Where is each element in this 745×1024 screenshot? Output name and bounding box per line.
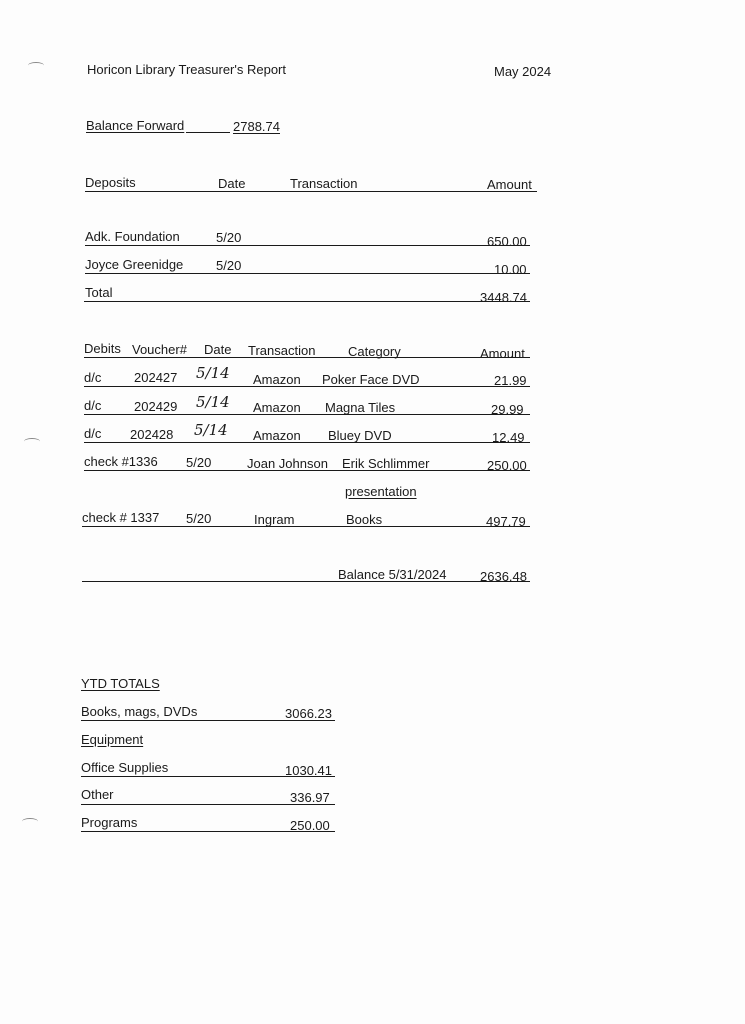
deposit-name: Adk. Foundation	[85, 229, 180, 244]
deposit-date: 5/20	[216, 230, 242, 245]
debit-type: d/c	[84, 370, 102, 385]
deposit-amount: 650.00	[487, 234, 527, 249]
debit-amount: 29.99	[491, 402, 524, 417]
debit-date-handwritten: 5/14	[196, 364, 230, 382]
deposit-amount: 10.00	[494, 262, 527, 277]
row-rule	[85, 245, 530, 246]
deposits-header: Deposits	[85, 175, 136, 190]
debit-category: Erik Schlimmer	[342, 456, 430, 471]
ending-balance-label: Balance 5/31/2024	[338, 567, 447, 582]
debit-transaction: Amazon	[253, 372, 301, 387]
ytd-value: 3066.23	[285, 706, 332, 721]
underline	[186, 132, 230, 133]
row-rule	[84, 386, 530, 387]
hole-punch-mark	[24, 438, 40, 445]
ytd-title: YTD TOTALS	[81, 676, 160, 691]
deposits-amount-header: Amount	[487, 177, 532, 192]
row-rule	[84, 442, 530, 443]
debit-date: 5/20	[186, 511, 212, 526]
report-date: May 2024	[494, 64, 552, 79]
debit-category-continued: presentation	[345, 484, 417, 499]
deposit-name: Joyce Greenidge	[85, 257, 184, 272]
debit-type: check #1336	[84, 454, 158, 469]
debit-type: check # 1337	[82, 510, 160, 525]
debit-category: Bluey DVD	[328, 428, 392, 443]
debits-transaction-header: Transaction	[248, 343, 316, 358]
ytd-label: Office Supplies	[81, 760, 169, 775]
row-rule	[82, 526, 530, 527]
debit-voucher: 202427	[134, 370, 178, 385]
debit-category: Magna Tiles	[325, 400, 396, 415]
hole-punch-mark	[28, 62, 44, 69]
ending-balance-value: 2636.48	[480, 569, 527, 584]
debits-header: Debits	[84, 341, 121, 356]
debits-voucher-header: Voucher#	[132, 342, 187, 357]
debit-voucher: 202429	[134, 399, 178, 414]
balance-forward-value: 2788.74	[233, 119, 280, 134]
debit-category: Poker Face DVD	[322, 372, 420, 387]
debit-transaction: Joan Johnson	[247, 456, 328, 471]
ytd-label: Other	[81, 787, 114, 802]
deposits-header-rule	[85, 191, 537, 192]
debits-category-header: Category	[348, 344, 401, 359]
debit-category: Books	[346, 512, 383, 527]
deposits-total-value: 3448.74	[480, 290, 527, 305]
debit-type: d/c	[84, 398, 102, 413]
row-rule	[85, 273, 530, 274]
ytd-value: 250.00	[290, 818, 330, 833]
deposit-date: 5/20	[216, 258, 242, 273]
deposits-transaction-header: Transaction	[290, 176, 358, 191]
debit-date-handwritten: 5/14	[196, 393, 230, 411]
debit-transaction: Ingram	[254, 512, 295, 527]
debits-date-header: Date	[204, 342, 232, 357]
debit-transaction: Amazon	[253, 428, 301, 443]
report-title: Horicon Library Treasurer's Report	[87, 62, 286, 77]
balance-forward-label: Balance Forward	[86, 118, 185, 133]
ytd-label: Equipment	[81, 732, 144, 747]
hole-punch-mark	[22, 818, 38, 825]
debit-type: d/c	[84, 426, 102, 441]
ytd-value: 1030.41	[285, 763, 332, 778]
debit-amount: 12.49	[492, 430, 525, 445]
debit-amount: 250.00	[487, 458, 527, 473]
row-rule	[84, 301, 530, 302]
debit-amount: 497.79	[486, 514, 526, 529]
debit-amount: 21.99	[494, 373, 527, 388]
debit-voucher: 202428	[130, 427, 174, 442]
debits-amount-header: Amount	[480, 346, 525, 361]
row-rule	[84, 414, 530, 415]
debit-date: 5/20	[186, 455, 212, 470]
ytd-value: 336.97	[290, 790, 330, 805]
debit-transaction: Amazon	[253, 400, 301, 415]
deposits-total-label: Total	[85, 285, 113, 300]
debit-date-handwritten: 5/14	[194, 421, 228, 439]
deposits-date-header: Date	[218, 176, 246, 191]
balance-rule	[82, 581, 530, 582]
ytd-label: Programs	[81, 815, 138, 830]
ytd-label: Books, mags, DVDs	[81, 704, 198, 719]
